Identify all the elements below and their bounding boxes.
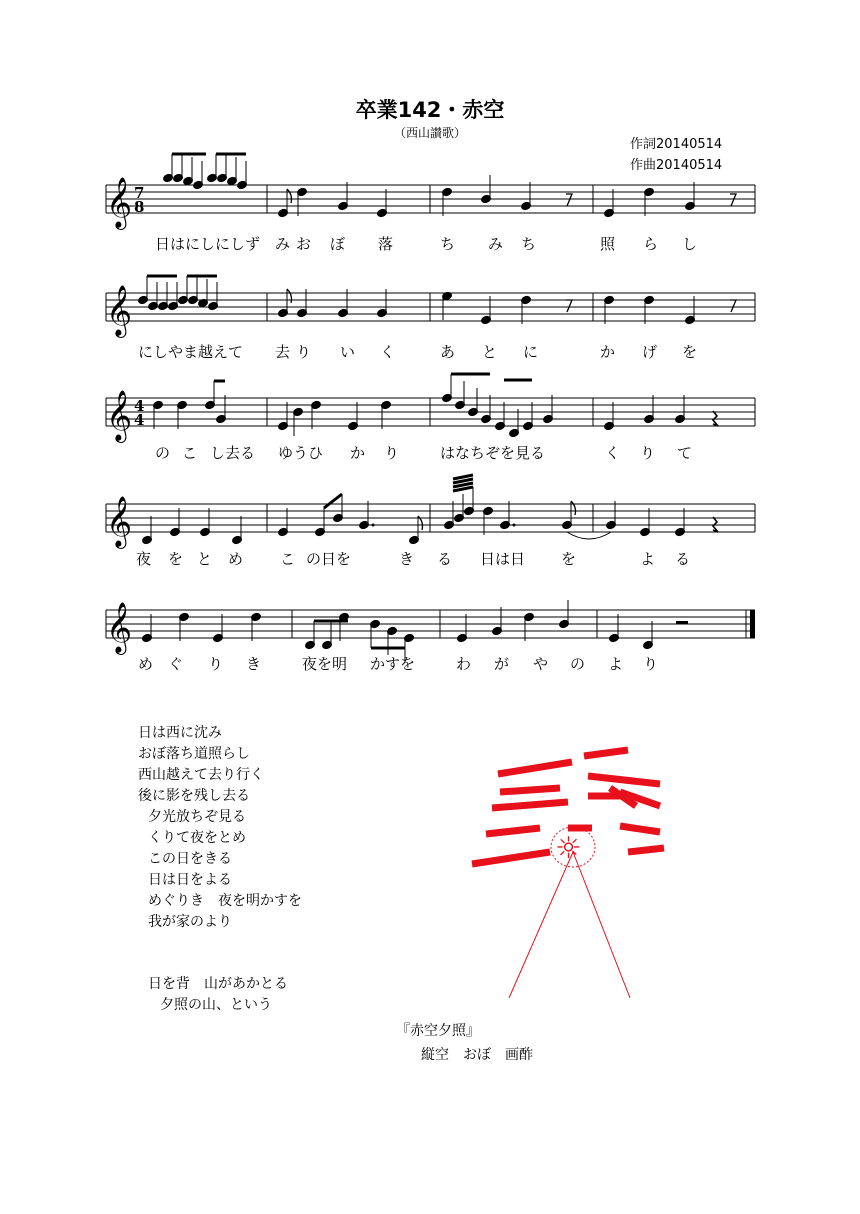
treble-clef-icon: 𝄞 <box>106 285 133 336</box>
lyric-syllable: こ <box>280 550 296 568</box>
brush-stroke <box>500 788 560 792</box>
red-strokes <box>472 750 664 866</box>
treble-clef-icon: 𝄞 <box>106 602 133 653</box>
lyric-syllable: か <box>600 343 616 361</box>
brush-stroke <box>472 852 550 864</box>
lyric-syllable: わ <box>456 655 472 673</box>
poem-line: 後に影を残し去る <box>138 788 250 804</box>
staff-5 <box>106 610 755 638</box>
lyric-syllable: あ <box>440 343 456 361</box>
poem-line: めぐりき 夜を明かすを <box>148 893 302 909</box>
lyric-syllable: い <box>340 343 356 361</box>
lyric-syllable: と <box>197 550 213 568</box>
lyric-syllable: かすを <box>370 655 416 673</box>
eighth-rest <box>730 300 736 312</box>
brush-stroke <box>498 762 572 774</box>
lyric-syllable: る <box>675 550 691 568</box>
treble-clef-icon: 𝄞 <box>106 177 133 228</box>
lyric-syllable: お <box>296 235 312 253</box>
notes-layer <box>138 154 736 662</box>
poem-line: この日をきる <box>148 851 232 867</box>
time-sig-bottom: 4 <box>134 411 145 429</box>
staff-4 <box>106 504 755 532</box>
treble-clef-icon: 𝄞 <box>106 496 133 547</box>
staff-2 <box>106 293 755 321</box>
treble-clef-icon: 𝄞 <box>106 390 133 441</box>
lyric-syllable: し去る <box>210 444 256 462</box>
time-sig-bottom: 8 <box>134 198 145 216</box>
lyric-syllable: の <box>155 444 171 462</box>
poem-line: 西山越えて去り行く <box>138 767 264 783</box>
eighth-rest <box>566 300 572 312</box>
dot <box>372 524 375 527</box>
brush-stroke <box>492 802 568 808</box>
lyric-syllable: め <box>228 550 244 568</box>
lyric-syllable: み <box>488 235 504 253</box>
note-flag <box>287 289 292 303</box>
lyric-syllable: 夜を明 <box>302 655 348 673</box>
sun-glyph: ☼ <box>555 831 582 866</box>
lyric-syllable: はなちぞを見る <box>440 444 546 462</box>
staff-3 <box>106 398 755 426</box>
lyric-syllable: ち <box>521 235 537 253</box>
time-sig-top: 7 <box>134 184 145 202</box>
song-title: 卒業142・赤空 <box>355 98 505 122</box>
poem-line: 日は日をよる <box>148 872 232 888</box>
lyric-syllable: こ <box>182 444 198 462</box>
ray-left <box>509 852 573 998</box>
lyric-syllable: り <box>640 444 656 462</box>
lyric-syllable: き <box>246 655 262 673</box>
lyric-syllable: ぐ <box>168 655 184 673</box>
lyric-syllable: と <box>482 343 498 361</box>
brush-stroke <box>628 848 664 852</box>
lyric-syllable: り <box>643 655 659 673</box>
lyric-syllable: ち <box>440 235 456 253</box>
lyric-syllable: の <box>570 655 586 673</box>
tie <box>567 532 611 539</box>
poem-footer-line: 夕照の山、という <box>160 997 272 1013</box>
lyric-syllable: に <box>523 343 539 361</box>
brush-stroke <box>620 826 660 832</box>
brush-stroke <box>584 750 628 756</box>
artwork-caption-title: 『赤空夕照』 <box>396 1023 480 1039</box>
song-subtitle: （西山讃歌） <box>393 126 466 140</box>
artwork-caption-author: 縦空 おぼ 画酢 <box>421 1047 533 1063</box>
lyric-syllable: を <box>168 550 184 568</box>
lyric-syllable: め <box>138 655 154 673</box>
lyric-syllable: が <box>494 655 510 673</box>
lyric-syllable: て <box>677 444 693 462</box>
ray-right <box>573 852 630 998</box>
lyric-syllable: 夜 <box>136 550 152 568</box>
poem-footer-line: 日を背 山があかとる <box>148 976 288 992</box>
note-flag <box>287 189 292 203</box>
poem-line: 日は西に沈み <box>138 725 222 741</box>
time-sig-top: 4 <box>134 397 145 415</box>
lyric-syllable: く <box>380 343 396 361</box>
final-barline <box>750 610 755 638</box>
lyric-syllable: く <box>605 444 621 462</box>
half-rest <box>676 621 688 624</box>
lyric-syllable: ゆうひ <box>278 444 324 462</box>
lyric-syllable: り <box>208 655 224 673</box>
eighth-rest <box>566 194 572 206</box>
lyric-syllable: き <box>399 550 415 568</box>
brush-stroke <box>486 828 540 834</box>
brush-stroke <box>588 776 660 784</box>
lyric-syllable: り <box>384 444 400 462</box>
lyric-syllable: の日を <box>306 550 352 568</box>
lyrics-credit: 作詞20140514 <box>630 137 723 152</box>
lyric-syllable: る <box>437 550 453 568</box>
lyric-syllable: にしやま越えて <box>138 343 244 361</box>
lyric-syllable: 落 <box>378 235 394 253</box>
lyric-syllable: み <box>275 235 291 253</box>
poem-line: 夕光放ちぞ見る <box>148 809 246 825</box>
lyric-syllable: 去 <box>275 343 291 361</box>
lyric-syllable: 日は日 <box>480 550 526 568</box>
note-beam <box>324 494 342 508</box>
lyric-syllable: や <box>533 655 549 673</box>
dot <box>513 524 516 527</box>
lyric-syllable: し <box>682 235 698 253</box>
music-credit: 作曲20140514 <box>630 158 723 173</box>
lyric-syllable: よ <box>608 655 624 673</box>
sunset-artwork <box>460 740 680 1010</box>
lyric-syllable: か <box>350 444 366 462</box>
poem-line: 我が家のより <box>148 914 232 930</box>
eighth-rest <box>730 194 736 206</box>
lyric-syllable: り <box>296 343 312 361</box>
poem-line: くりて夜をとめ <box>148 830 246 846</box>
lyric-syllable: を <box>561 550 577 568</box>
lyric-syllable: 照 <box>600 235 616 253</box>
lyric-syllable: げ <box>642 343 658 361</box>
note-flag <box>571 501 576 515</box>
lyric-syllable: を <box>682 343 698 361</box>
lyric-syllable: ぼ <box>330 235 346 253</box>
staff-1 <box>106 185 755 213</box>
poem-line: おぼ落ち道照らし <box>138 746 250 762</box>
lyric-syllable: 日はにしにしず <box>155 235 261 253</box>
lyric-syllable: ら <box>643 235 659 253</box>
lyric-syllable: よ <box>640 550 656 568</box>
